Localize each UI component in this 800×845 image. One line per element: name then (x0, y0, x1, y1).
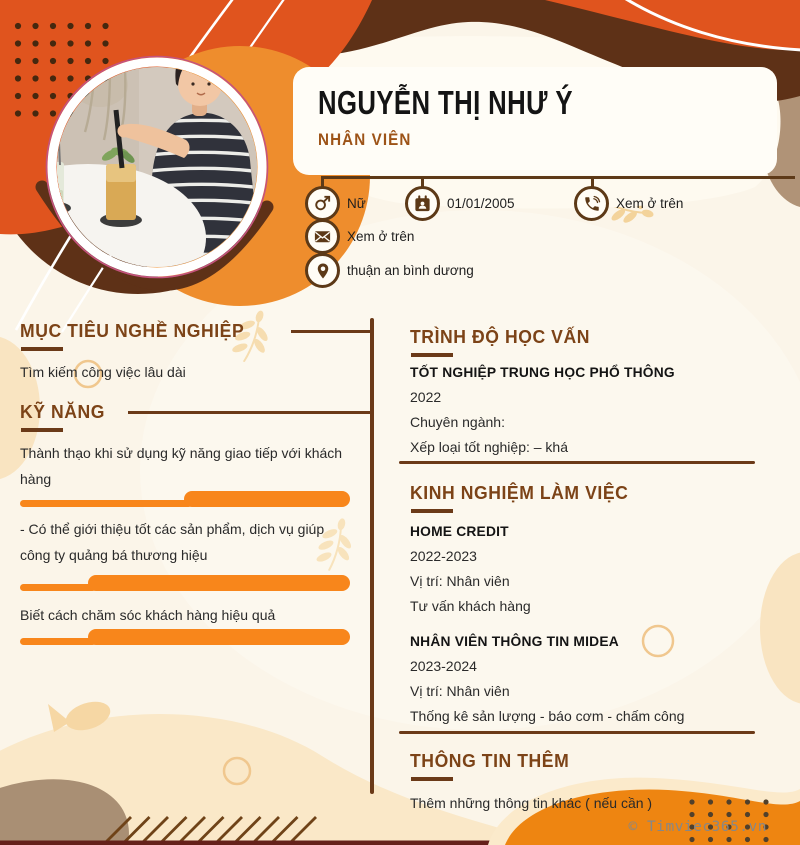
calendar-icon (405, 186, 440, 221)
skill-progress-bar (20, 491, 350, 507)
phone-icon (574, 186, 609, 221)
candidate-name: NGUYỄN THỊ NHƯ Ý (318, 84, 573, 121)
education-school: TỐT NGHIỆP TRUNG HỌC PHỔ THÔNG (410, 365, 675, 380)
job-period: 2023-2024 (410, 658, 477, 674)
more-info-underline (411, 777, 453, 781)
job-position: Vị trí: Nhân viên (410, 683, 510, 699)
section-divider (399, 731, 755, 734)
location-pin-icon (305, 253, 340, 288)
section-divider (399, 461, 755, 464)
job-title: NHÂN VIÊN THÔNG TIN MIDEA (410, 634, 619, 649)
gender-icon (305, 186, 340, 221)
address-value: thuận an bình dương (347, 263, 474, 278)
more-info-body: Thêm những thông tin khác ( nếu cần ) (410, 795, 653, 811)
education-major: Chuyên ngành: (410, 414, 505, 430)
objective-underline (21, 347, 63, 351)
more-info-heading: THÔNG TIN THÊM (410, 750, 570, 771)
education-underline (411, 353, 453, 357)
watermark: © Timviec365.vn (628, 819, 767, 835)
skill-item-text: - Có thể giới thiệu tốt các sản phẩm, dịch vụ giúp công ty quảng bá thương hiệu (20, 521, 325, 563)
skills-heading: KỸ NĂNG (20, 401, 106, 422)
skill-progress-bar (20, 575, 350, 591)
phone-value: Xem ở trên (616, 196, 684, 211)
bottom-maroon-strip (0, 841, 505, 845)
email-value: Xem ở trên (347, 229, 415, 244)
objective-heading: MỤC TIÊU NGHỀ NGHIỆP (20, 320, 245, 341)
column-divider (370, 318, 374, 794)
job-title: HOME CREDIT (410, 524, 509, 539)
experience-entry (410, 629, 760, 729)
job-position: Vị trí: Nhân viên (410, 573, 510, 589)
job-description: Thống kê sản lượng - báo cơm - chấm công (410, 708, 685, 724)
education-entry (410, 360, 760, 460)
skills-underline (21, 428, 63, 432)
gender-value: Nữ (347, 196, 366, 211)
education-heading: TRÌNH ĐỘ HỌC VẤN (410, 326, 590, 347)
experience-entry (410, 519, 760, 619)
skill-item-text: Biết cách chăm sóc khách hàng hiệu quả (20, 607, 276, 623)
job-period: 2022-2023 (410, 548, 477, 564)
experience-underline (411, 509, 453, 513)
contact-connector-horizontal (321, 176, 795, 179)
experience-heading: KINH NGHIỆM LÀM VIỆC (410, 482, 629, 503)
skills-heading-rule (128, 411, 371, 414)
objective-body: Tìm kiếm công việc lâu dài (20, 364, 186, 380)
job-description: Tư vấn khách hàng (410, 598, 531, 614)
skill-item-text: Thành thạo khi sử dụng kỹ năng giao tiếp với khách hàng (20, 445, 343, 487)
objective-heading-rule (291, 330, 371, 333)
skill-progress-bar (20, 629, 350, 645)
education-grade: Xếp loại tốt nghiệp: – khá (410, 439, 569, 455)
mail-icon (305, 219, 340, 254)
education-year: 2022 (410, 389, 442, 405)
birthday-value: 01/01/2005 (447, 196, 515, 211)
candidate-title: NHÂN VIÊN (318, 131, 412, 149)
